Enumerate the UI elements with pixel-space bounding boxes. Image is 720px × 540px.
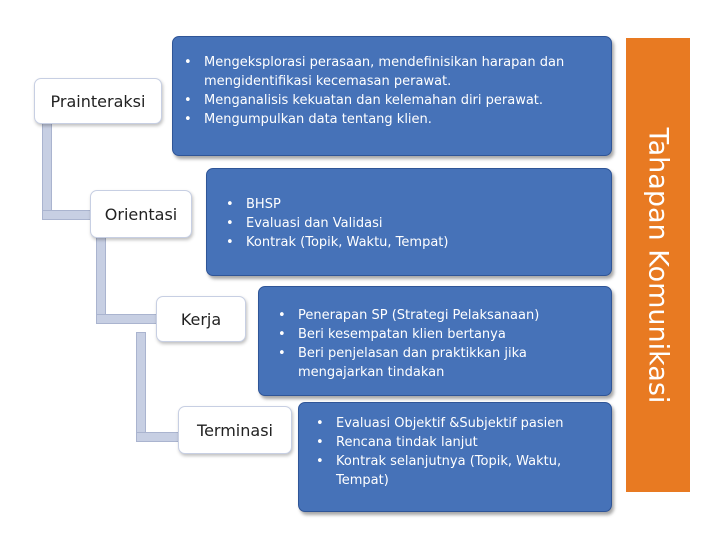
terminasi-bullets (312, 414, 606, 490)
bullet-item: • Beri kesempatan klien bertanya (274, 325, 594, 344)
bullet-item: • Kontrak selanjutnya (Topik, Waktu, Tempat) (312, 452, 606, 490)
connector-vertical-2 (96, 226, 106, 324)
bullet-item: • Mengumpulkan data tentang klien. (180, 110, 590, 129)
bullet-item: • Evaluasi Objektif &Subjektif pasien (312, 414, 606, 433)
bullet-item: • Rencana tindak lanjut (312, 433, 606, 452)
bullet-item: • Mengeksplorasi perasaan, mendefinisikan harapan dan mengidentifikasi kecemasan perawat. (180, 53, 590, 91)
stage-kerja: Kerja (156, 296, 246, 342)
kerja-bullets (274, 306, 594, 382)
connector-vertical-3 (136, 332, 146, 442)
prainteraksi-bullets (180, 53, 590, 129)
bullet-item: • Kontrak (Topik, Waktu, Tempat) (222, 233, 602, 252)
diagram-title: Tahapan Komunikasi (642, 127, 674, 403)
title-banner (626, 38, 690, 492)
bullet-item: • Beri penjelasan dan praktikkan jika mengajarkan tindakan (274, 344, 594, 382)
stage-terminasi: Terminasi (178, 406, 292, 454)
bullet-item: • Menganalisis kekuatan dan kelemahan diri perawat. (180, 91, 590, 110)
stage-orientasi: Orientasi (90, 190, 192, 238)
stage-prainteraksi: Prainteraksi (34, 78, 162, 124)
connector-vertical-1 (42, 108, 52, 220)
bullet-item: • BHSP (222, 195, 602, 214)
orientasi-bullets (222, 195, 602, 252)
connector-horizontal-3 (136, 432, 182, 442)
bullet-item: • Penerapan SP (Strategi Pelaksanaan) (274, 306, 594, 325)
bullet-item: • Evaluasi dan Validasi (222, 214, 602, 233)
